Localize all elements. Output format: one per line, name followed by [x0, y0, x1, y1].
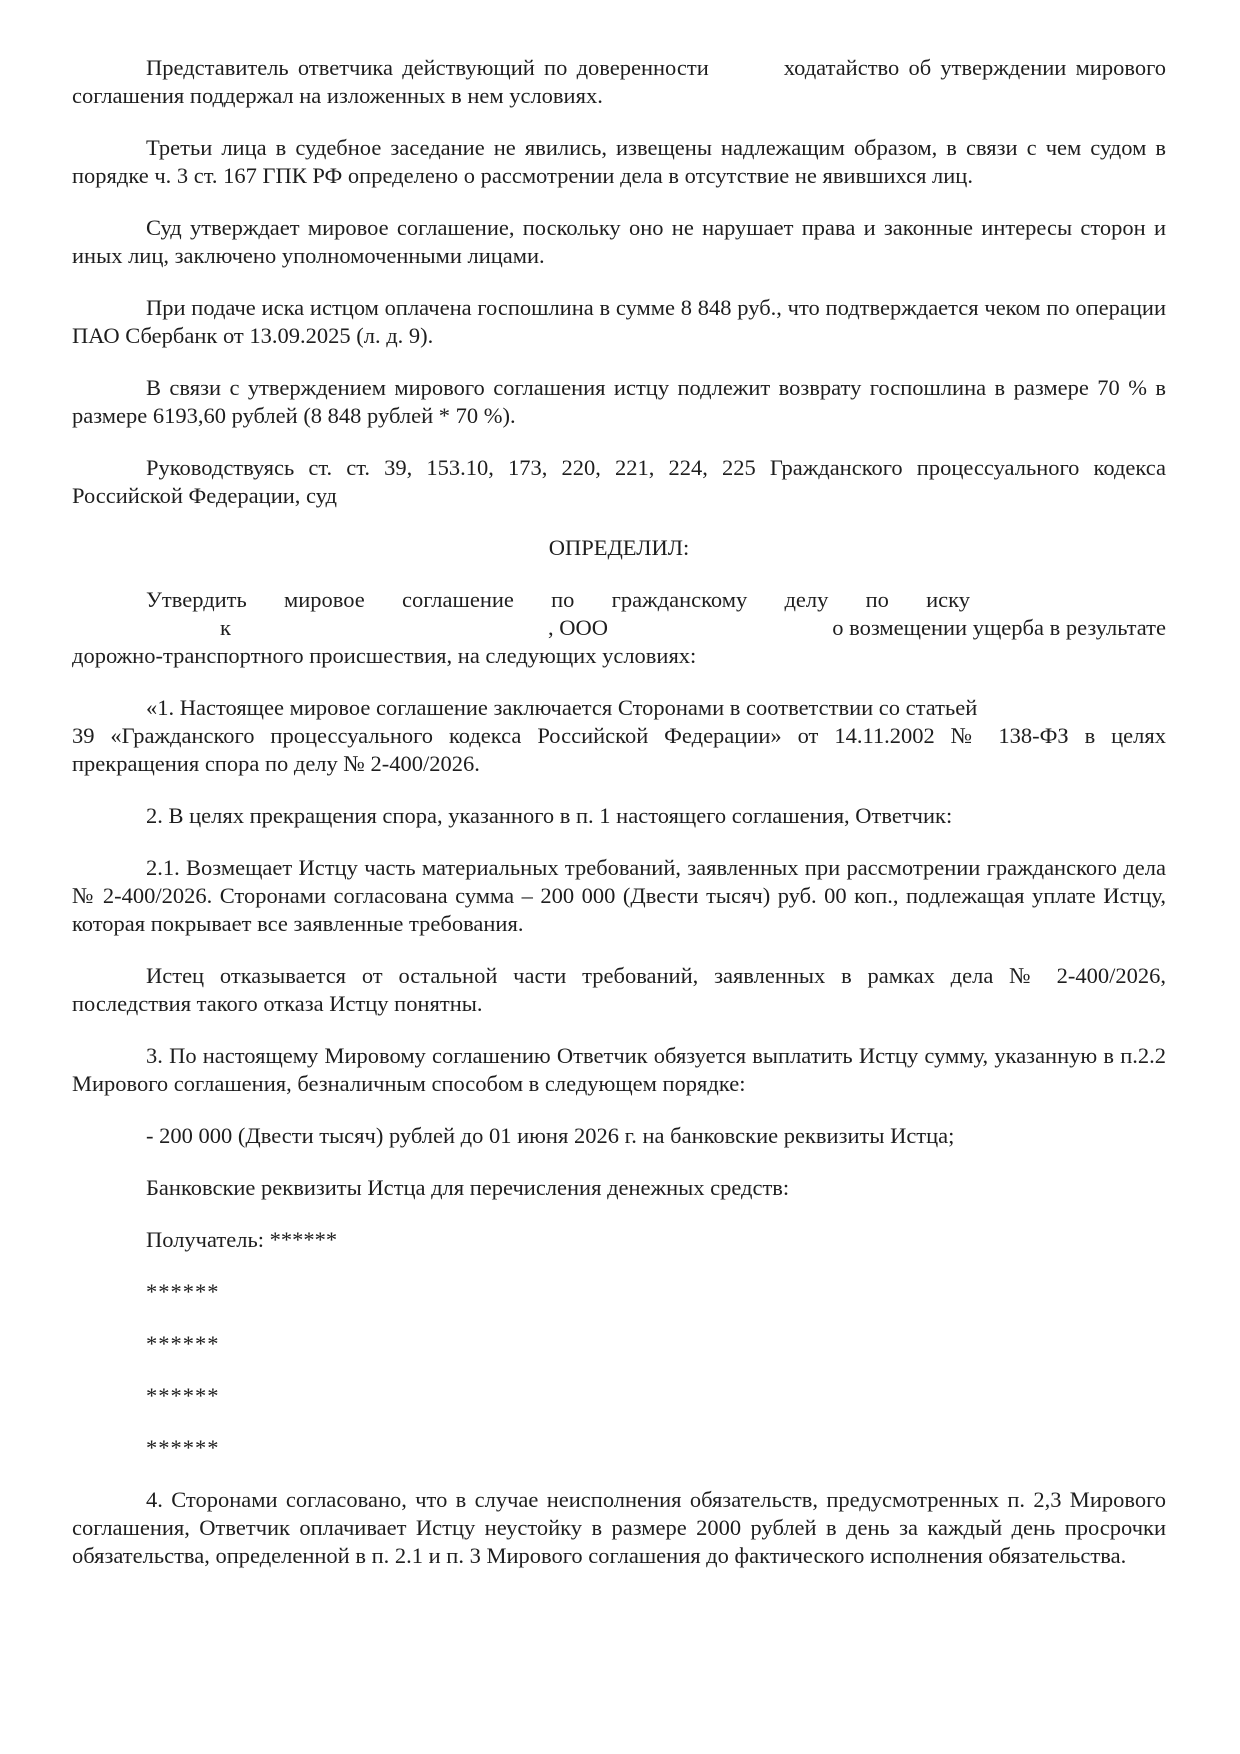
clause-1-rest: 39 «Гражданского процессуального кодекса Российской Федерации» от 14.11.2002 № 138-ФЗ в целях прекращения спора по делу № 2-400/2026.: [72, 723, 1166, 776]
paragraph-approve: [72, 586, 1166, 670]
approve-k: к: [220, 615, 231, 640]
heading-decided: ОПРЕДЕЛИЛ:: [548, 535, 690, 560]
payment-line: - 200 000 (Двести тысяч) рублей до 01 июня 2026 г. на банковские реквизиты Истца;: [146, 1123, 955, 1148]
approve-tail: о возмещении ущерба в результате: [832, 615, 1166, 640]
representative-text-2: ходатайство об утверждении мирового соглашения поддержал на изложенных в нем условиях.: [72, 55, 1166, 108]
bank-details-title: Банковские реквизиты Истца для перечисления денежных средств:: [146, 1175, 790, 1200]
clause-1: [72, 694, 1166, 778]
clause-4: 4. Сторонами согласовано, что в случае неисполнения обязательств, предусмотренных п. 2,3 Мирового соглашения, Ответчик оплачивает Истцу неустойку в размере 2000 рублей в день за каждый день просрочки обязательства, определенной в п. 2.1 и п. 3 Мирового соглашения до фактического исполнения обязательства.: [72, 1487, 1166, 1568]
clause-2-1: 2.1. Возмещает Истцу часть материальных требований, заявленных при рассмотрении гражданского дела № 2-400/2026. Сторонами согласована сумма – 200 000 (Двести тысяч) руб. 00 коп., подлежащая уплате Истцу, которая покрывает все заявленные требования.: [72, 855, 1166, 936]
paragraph-state-fee-refund: В связи с утверждением мирового соглашения истцу подлежит возврату госпошлина в размере 70 % в размере 6193,60 рублей (8 848 рублей * 70 %).: [72, 375, 1166, 428]
masked-line: ******: [146, 1279, 220, 1304]
clause-3: 3. По настоящему Мировому соглашению Ответчик обязуется выплатить Истцу сумму, указанную в п.2.2 Мирового соглашения, безналичным способом в следующем порядке:: [72, 1043, 1166, 1096]
clause-2: 2. В целях прекращения спора, указанного в п. 1 настоящего соглашения, Ответчик:: [146, 803, 953, 828]
approve-ooo: , ООО: [548, 615, 608, 640]
approve-line-3: дорожно-транспортного происшествия, на следующих условиях:: [72, 643, 697, 668]
clause-1-line-1: «1. Настоящее мировое соглашение заключается Сторонами в соответствии со статьей: [146, 695, 978, 720]
representative-text-1: Представитель ответчика действующий по доверенности: [146, 55, 709, 80]
document-page: [72, 54, 1166, 1594]
recipient-line: Получатель: ******: [146, 1227, 338, 1252]
paragraph-court-approves: Суд утверждает мировое соглашение, поскольку оно не нарушает права и законные интересы сторон и иных лиц, заключено уполномоченными лицами.: [72, 215, 1166, 268]
paragraph-state-fee-paid: При подаче иска истцом оплачена госпошлина в сумме 8 848 руб., что подтверждается чеком по операции ПАО Сбербанк от 13.09.2025 (л. д. 9).: [72, 295, 1166, 348]
paragraph-representative: [72, 54, 1166, 110]
masked-line: ******: [146, 1383, 220, 1408]
paragraph-guided-by: Руководствуясь ст. ст. 39, 153.10, 173, 220, 221, 224, 225 Гражданского процессуального кодекса Российской Федерации, суд: [72, 455, 1166, 508]
paragraph-third-parties: Третьи лица в судебное заседание не явились, извещены надлежащим образом, в связи с чем судом в порядке ч. 3 ст. 167 ГПК РФ определено о рассмотрении дела в отсутствие не явившихся лиц.: [72, 135, 1166, 188]
masked-line: ******: [146, 1435, 220, 1460]
paragraph-waiver: Истец отказывается от остальной части требований, заявленных в рамках дела № 2-400/2026, последствия такого отказа Истцу понятны.: [72, 963, 1166, 1016]
masked-line: ******: [146, 1331, 220, 1356]
approve-line-1: Утвердить мировое соглашение по гражданскому делу по иску: [146, 587, 970, 612]
